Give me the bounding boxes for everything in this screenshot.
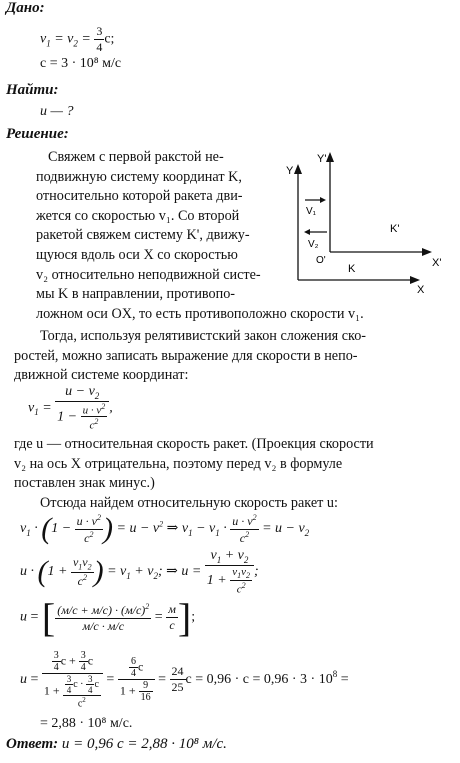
formula-velocity-addition: $v_1$ = $u - v_2$ 1 − $\frac{u \cdot v^2}{c^2}$ , xyxy=(28,384,113,433)
para3-line: поставлен знак минус.) xyxy=(14,475,155,492)
find-heading: Найти: xyxy=(6,82,59,98)
label-origin-prime: O' xyxy=(316,255,326,266)
given-heading: Дано: xyxy=(6,0,45,16)
solution-paragraph-2 xyxy=(14,327,454,386)
axis-y-prime-arrow xyxy=(326,152,334,162)
para1-line: Свяжем с первой ракстой не- xyxy=(48,149,224,165)
v2-vector-arrow xyxy=(304,229,310,235)
solution-paragraph-3 xyxy=(14,435,454,494)
reference-frames-diagram xyxy=(286,152,456,302)
label-frame-k: K xyxy=(348,263,356,275)
solution-heading: Решение: xyxy=(6,126,69,142)
para1-line: ракетой свяжем систему K', движу- xyxy=(36,227,250,244)
label-y-prime: Y' xyxy=(317,153,327,165)
answer-label: Ответ: xyxy=(6,736,59,752)
axis-x-arrow xyxy=(410,276,420,284)
solution-paragraph-1 xyxy=(36,148,282,305)
answer-line xyxy=(6,736,227,753)
solution-paragraph-1-last xyxy=(36,305,456,325)
para1-line: подвижную систему координат K, xyxy=(36,168,242,185)
para2-line: движной системе координат: xyxy=(14,367,189,384)
given-velocities: $v_1 = v_2$ = $\frac{3}{4}$ с; xyxy=(40,24,115,54)
axis-y-arrow xyxy=(294,164,302,174)
given-speed-of-light: c = 3 · 10⁸ м/с xyxy=(40,56,122,71)
para1-line: относительно которой ракета дви- xyxy=(36,188,243,205)
label-frame-k-prime: K' xyxy=(390,223,400,235)
solution-paragraph-4: Отсюда найдем относительную скорость ракет u: xyxy=(40,495,338,511)
label-x: X xyxy=(417,284,425,296)
label-x-prime: X' xyxy=(432,257,442,269)
formula-units: u = [ $\frac{(м/с + м/с) \cdot (м/с)^2}{м/с \cdot м/с}$ = $\frac{м}{с}$ ]; xyxy=(20,595,196,640)
para1-line: мы K в направлении, противопо- xyxy=(36,286,236,303)
formula-numeric: u = $\frac{3}{4}$ c + $\frac{3}{4}$ c 1 + $\frac{3}{4}$ c · $\frac{3}{4}$ c $c^2$ = $\frac{6}{4}$ c 1 + $\frac{9}{16}$ = $\frac{24}{25}$ $c = 0,96 \cdot c = 0,96 \cdot 3 \cdot 10^8$ = xyxy=(20,650,349,710)
para1-line: ложном оси OX, то есть противоположно скорости v₁. xyxy=(36,306,364,322)
v1-vector-arrow xyxy=(320,197,326,203)
para2-line: ростей, можно записать выражение для скорости в непо- xyxy=(14,347,358,364)
para1-line: жется со скоростью v₁. Со второй xyxy=(36,207,240,224)
formula-step-2: u · (1 + $\frac{v_1v_2}{c^2}$ ) = $v_1 + v_2$; ⇒ u = $v_1 + v_2$ 1 + $\frac{v_1v_2}{c^2}$ ; xyxy=(20,548,259,596)
label-v1: V₁ xyxy=(306,206,317,217)
axis-x-prime-arrow xyxy=(422,248,432,256)
find-unknown: u — ? xyxy=(40,104,74,119)
label-y: Y xyxy=(286,165,294,177)
para1-line: щуюся вдоль оси X со скоростью xyxy=(36,246,238,263)
result-line: = 2,88 · 10⁸ м/с. xyxy=(40,716,133,731)
para1-line: v₂ относительно неподвижной систе- xyxy=(36,266,261,283)
para3-line: где u — относительная скорость ракет. (Проекция скорости xyxy=(14,436,374,452)
para3-line: v₂ на ось X отрицательна, поэтому перед v₂ в формуле xyxy=(14,455,343,472)
answer-text: u = 0,96 c = 2,88 · 10⁸ м/с. xyxy=(61,736,227,752)
formula-step-1: $v_1 \cdot (1$ − $\frac{u \cdot v^2}{c^2}$ ) = $u - v^2$ ⇒ $v_1 - v_1$ · $\frac{u \cdot v^2}{c^2}$ = $u - v_2$ xyxy=(20,512,310,545)
label-v2: V₂ xyxy=(308,239,319,250)
para2-line: Тогда, используя релятивистский закон сложения ско- xyxy=(40,328,367,344)
